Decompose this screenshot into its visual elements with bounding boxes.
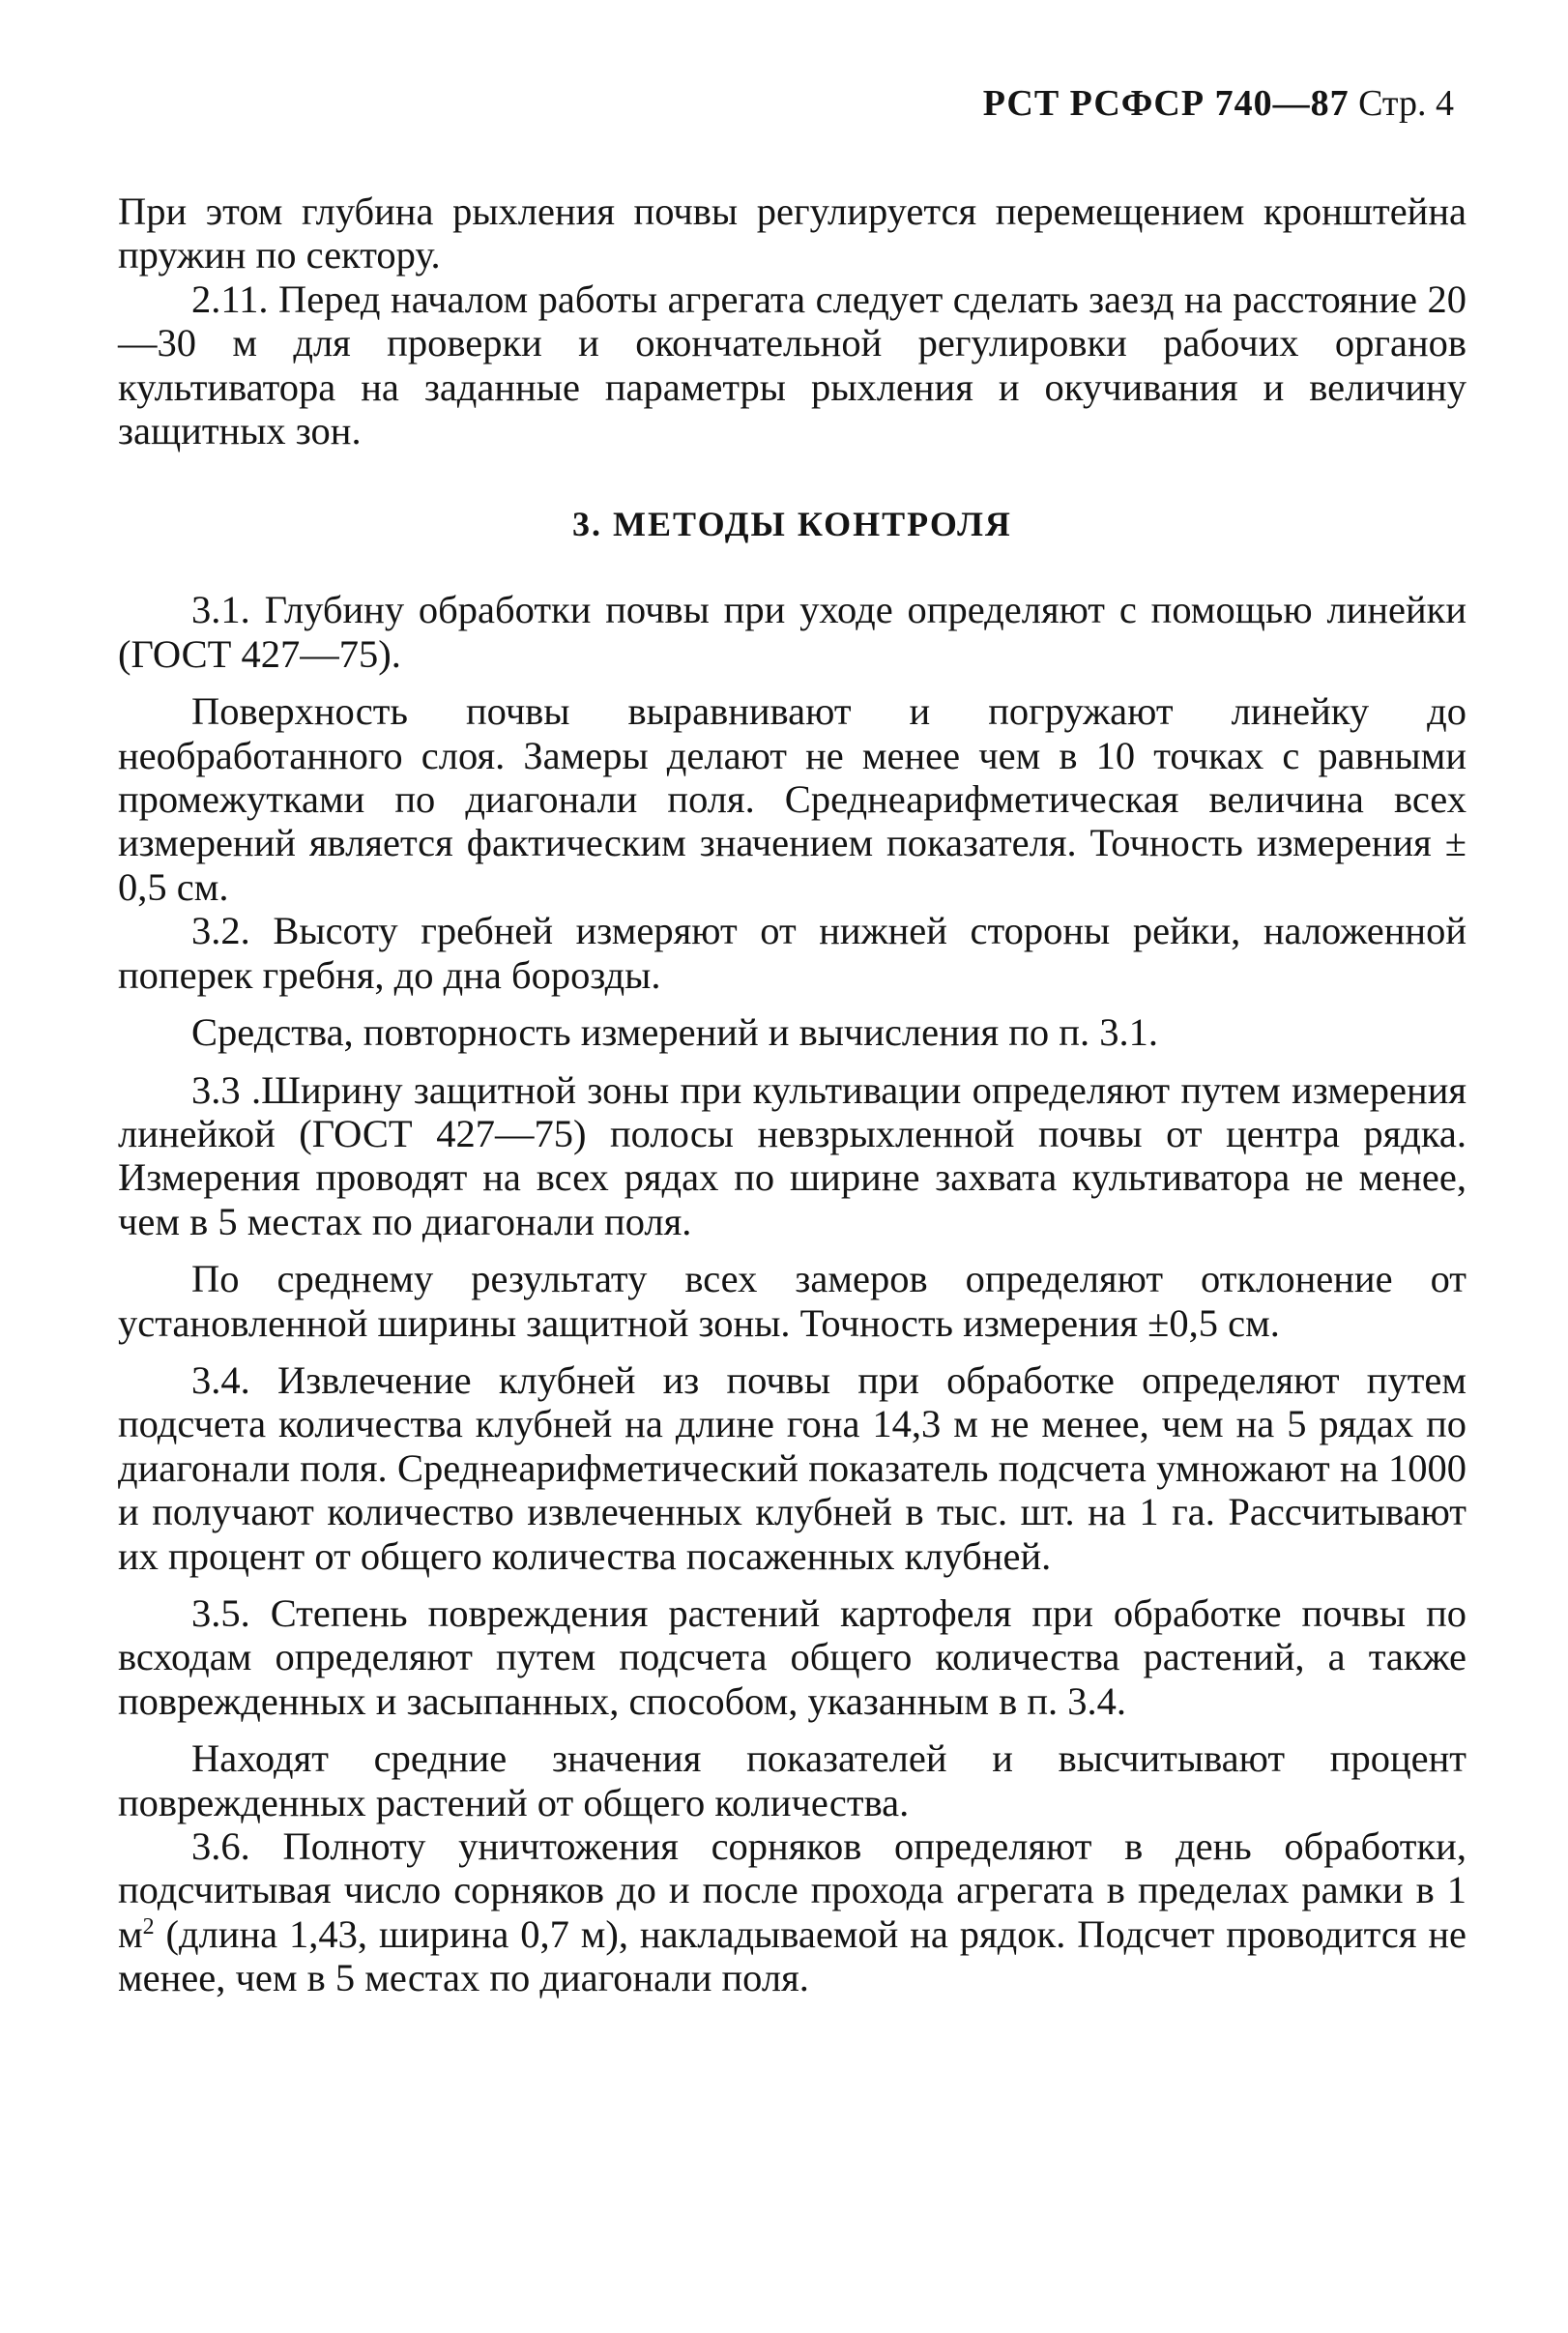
paragraph-3-1: 3.1. Глубину обработки почвы при уходе определяют с помощью линейки (ГОСТ 427—75). — [118, 588, 1466, 676]
section-heading: 3. МЕТОДЫ КОНТРОЛЯ — [572, 505, 1012, 544]
paragraph-3-1-details: Поверхность почвы выравнивают и погружают линейку до необработанного слоя. Замеры делают не менее чем в 10 точках с равными промежутками по диагонали поля. Среднеарифметическая величина всех измерений является фактическим значением показателя. Точность измерения ± 0,5 см. — [118, 689, 1466, 909]
page-number: Стр. 4 — [1358, 83, 1454, 124]
paragraph-3-3-details: По среднему результату всех замеров определяют отклонение от установленной ширины защитной зоны. Точность измерения ±0,5 см. — [118, 1257, 1466, 1345]
paragraph-3-6-end: (длина 1,43, ширина 0,7 м), накладываемой на рядок. Подсчет проводится не менее, чем в 5 местах по диагонали поля. — [118, 1911, 1466, 2000]
page-header — [983, 85, 1454, 122]
paragraph-3-5-details: Находят средние значения показателей и высчитывают процент поврежденных растений от общего количества. — [118, 1736, 1466, 1824]
square-superscript: 2 — [142, 1913, 155, 1939]
paragraph-3-5: 3.5. Степень повреждения растений картофеля при обработке почвы по всходам определяют путем подсчета общего количества растений, а также поврежденных и засыпанных, способом, указанным в п. 3.4. — [118, 1590, 1466, 1723]
paragraph-3-2-details: Средства, повторность измерений и вычисления по п. 3.1. — [191, 1010, 1158, 1055]
paragraph-intro: При этом глубина рыхления почвы регулируется перемещением кронштейна пружин по сектору. — [118, 190, 1466, 277]
standard-code: РСТ РСФСР 740—87 — [982, 83, 1350, 124]
paragraph-3-2: 3.2. Высоту гребней измеряют от нижней стороны рейки, наложенной поперек гребня, до дна борозды. — [118, 909, 1466, 997]
paragraph-2-11: 2.11. Перед началом работы агрегата следует сделать заезд на расстояние 20—30 м для проверки и окончательной регулировки рабочих органов культиватора на заданные параметры рыхления и окучивания и величину защитных зон. — [118, 277, 1466, 453]
paragraph-3-3: 3.3 .Ширину защитной зоны при культивации определяют путем измерения линейкой (ГОСТ 427—75) полосы невзрыхленной почвы от центра рядка. Измерения проводят на всех рядах по ширине захвата культиватора не менее, чем в 5 местах по диагонали поля. — [118, 1067, 1466, 1243]
paragraph-3-4: 3.4. Извлечение клубней из почвы при обработке определяют путем подсчета количества клубней на длине гона 14,3 м не менее, чем на 5 рядах по диагонали поля. Среднеарифметический показатель подсчета умножают на 1000 и получают количество извлеченных клубней в тыс. шт. на 1 га. Рассчитывают их процент от общего количества посаженных клубней. — [118, 1357, 1466, 1578]
paragraph-3-6 — [118, 1824, 1466, 2000]
paragraph-3-6-start: 3.6. Полноту уничтожения сорняков определяют в день обработки, подсчитывая число сорняков до и после прохода агрегата в пределах рамки в 1 м — [118, 1824, 1466, 1956]
body-text — [118, 190, 1466, 2000]
